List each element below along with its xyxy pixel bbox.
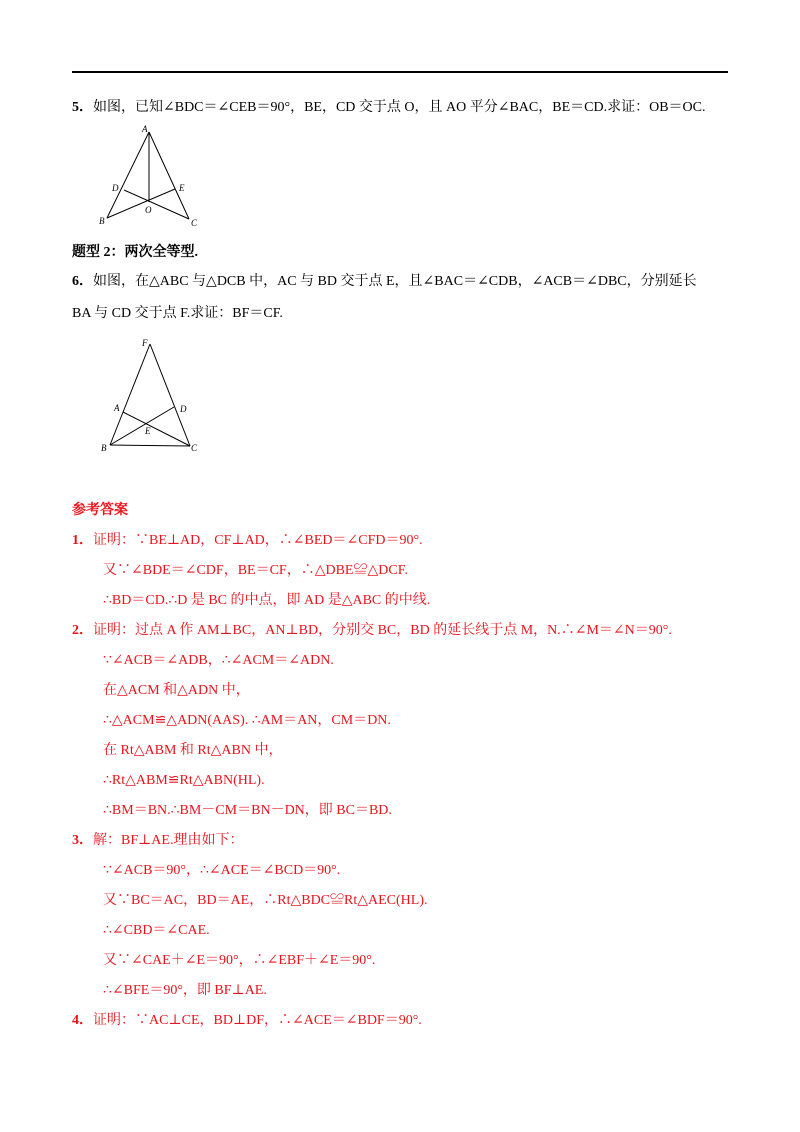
figure-q5: [92, 124, 212, 234]
answer-3-line-6: ∴∠BFE＝90°，即 BF⊥AE.: [103, 983, 267, 998]
answer-3-line-4: ∴∠CBD＝∠CAE.: [103, 923, 210, 938]
answer-number: 4．: [72, 1013, 93, 1028]
answer-number: 3．: [72, 833, 93, 848]
segment-fb: [110, 344, 150, 445]
label-c: C: [191, 218, 198, 228]
answer-text: 解：BF⊥AE.理由如下：: [93, 833, 244, 848]
answer-3-line-2: ∵∠ACB＝90°，∴∠ACE＝∠BCD＝90°.: [103, 863, 341, 878]
label-c: C: [191, 443, 198, 453]
answer-3-line-1: [72, 832, 243, 850]
question-text-line-1: 如图，在△ABC 与△DCB 中，AC 与 BD 交于点 E，且∠BAC＝∠CDB，∠ACB＝∠DBC，分别延长: [93, 274, 697, 289]
answer-number: 2．: [72, 623, 93, 638]
answers-heading: 参考答案: [72, 503, 128, 518]
label-a: A: [142, 124, 148, 134]
label-d: D: [112, 183, 119, 193]
answer-3-line-3: 又∵BC＝AC，BD＝AE，∴Rt△BDC≌Rt△AEC(HL).: [103, 893, 428, 908]
answer-2-line-7: ∴BM＝BN.∴BM－CM＝BN－DN，即 BC＝BD.: [103, 803, 392, 818]
question-text: 如图，已知∠BDC＝∠CEB＝90°，BE，CD 交于点 O，且 AO 平分∠BAC，BE＝CD.求证：OB＝OC.: [93, 100, 706, 115]
question-number: 6．: [72, 274, 93, 289]
answer-2-line-5: 在 Rt△ABM 和 Rt△ABN 中，: [103, 743, 283, 758]
segment-be: [107, 189, 175, 218]
question-number: 5．: [72, 100, 93, 115]
segment-cd: [124, 190, 189, 219]
segment-ab: [107, 132, 149, 218]
question-6: [72, 273, 697, 291]
label-d: D: [180, 404, 187, 414]
label-o: O: [145, 205, 152, 215]
answer-3-line-5: 又∵∠CAE＋∠E＝90°，∴∠EBF＋∠E＝90°.: [103, 953, 376, 968]
answer-2-line-1: [72, 622, 672, 640]
figure-q6: [96, 336, 216, 461]
label-a: A: [114, 403, 120, 413]
label-b: B: [101, 443, 107, 453]
header-rule: [72, 71, 728, 73]
label-e: E: [179, 183, 185, 193]
answer-text: 证明：∵BE⊥AD，CF⊥AD，∴∠BED＝∠CFD＝90°.: [93, 533, 423, 548]
answer-4-line-1: [72, 1012, 422, 1030]
answer-1-line-1: [72, 532, 423, 550]
segment-bd: [110, 407, 174, 445]
answer-number: 1．: [72, 533, 93, 548]
answer-1-line-3: ∴BD＝CD.∴D 是 BC 的中点，即 AD 是△ABC 的中线.: [103, 593, 431, 608]
segment-fc: [150, 344, 190, 446]
answer-2-line-6: ∴Rt△ABM≌Rt△ABN(HL).: [103, 773, 265, 788]
answer-2-line-3: 在△ACM 和△ADN 中，: [103, 683, 250, 698]
segment-bc: [110, 445, 190, 446]
question-6-line-2: BA 与 CD 交于点 F.求证：BF＝CF.: [72, 306, 283, 321]
answer-2-line-2: ∵∠ACB＝∠ADB，∴∠ACM＝∠ADN.: [103, 653, 334, 668]
answer-2-line-4: ∴△ACM≌△ADN(AAS). ∴AM＝AN，CM＝DN.: [103, 713, 391, 728]
label-e: E: [145, 426, 151, 436]
label-b: B: [99, 216, 105, 226]
answer-1-line-2: 又∵∠BDE＝∠CDF，BE＝CF，∴△DBE≌△DCF.: [103, 563, 408, 578]
segment-ac: [149, 132, 189, 219]
answer-text: 证明：∵AC⊥CE，BD⊥DF，∴∠ACE＝∠BDF＝90°.: [93, 1013, 422, 1028]
section-type-2: 题型 2：两次全等型.: [72, 245, 198, 260]
question-5: [72, 99, 706, 117]
label-f: F: [142, 338, 148, 348]
answer-text: 证明：过点 A 作 AM⊥BC，AN⊥BD，分别交 BC，BD 的延长线于点 M，N.∴∠M＝∠N＝90°.: [93, 623, 672, 638]
